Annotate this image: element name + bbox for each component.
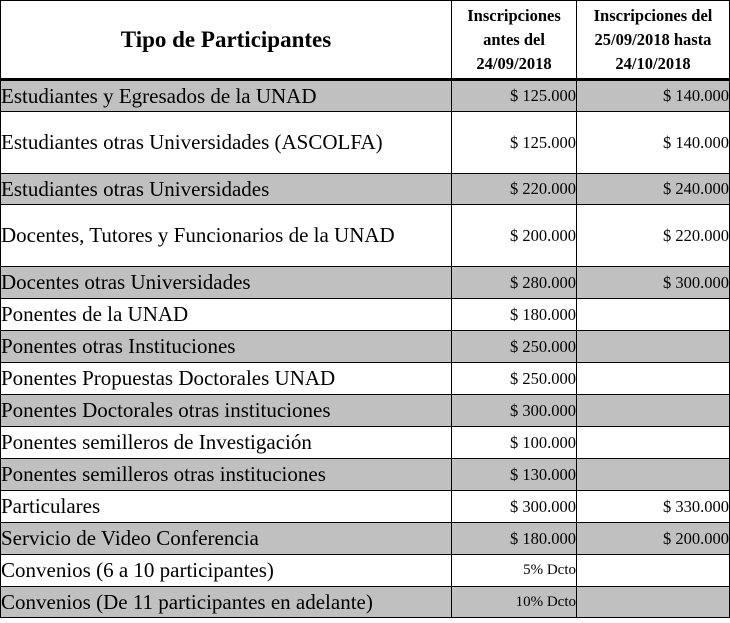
early-price-cell: $ 250.000 [452, 331, 577, 363]
header-line: 24/09/2018 [476, 53, 552, 73]
table-row [1, 395, 730, 427]
table-row [1, 491, 730, 523]
header-line: Inscripciones del [593, 5, 713, 25]
late-price-cell: $ 330.000 [577, 491, 730, 523]
table-row [1, 427, 730, 459]
table-row [1, 459, 730, 491]
table-row [1, 587, 730, 618]
participant-type-cell: Convenios (De 11 participantes en adelante) [1, 587, 452, 618]
early-discount-cell: 5% Dcto [452, 555, 577, 587]
participant-type-cell: Ponentes semilleros otras instituciones [1, 459, 452, 491]
early-registration-header [452, 1, 577, 80]
late-price-cell [577, 363, 730, 395]
late-price-cell: $ 140.000 [577, 80, 730, 112]
header-row [1, 1, 730, 80]
table-row [1, 523, 730, 555]
participant-type-cell: Convenios (6 a 10 participantes) [1, 555, 452, 587]
early-price-cell: $ 125.000 [452, 80, 577, 112]
early-price-cell: $ 130.000 [452, 459, 577, 491]
early-price-cell: $ 180.000 [452, 523, 577, 555]
early-price-cell: $ 125.000 [452, 112, 577, 174]
participant-type-header: Tipo de Participantes [1, 1, 452, 80]
early-price-cell: $ 180.000 [452, 299, 577, 331]
table-row [1, 112, 730, 174]
participant-type-cell: Particulares [1, 491, 452, 523]
table-row [1, 555, 730, 587]
table-row [1, 363, 730, 395]
early-price-cell: $ 300.000 [452, 395, 577, 427]
table-row [1, 80, 730, 112]
early-price-cell: $ 250.000 [452, 363, 577, 395]
late-price-cell [577, 555, 730, 587]
participant-type-cell: Estudiantes otras Universidades [1, 174, 452, 205]
late-price-cell: $ 240.000 [577, 174, 730, 205]
participant-type-cell: Ponentes de la UNAD [1, 299, 452, 331]
table-row [1, 205, 730, 267]
late-price-cell [577, 459, 730, 491]
participant-type-cell: Docentes otras Universidades [1, 267, 452, 299]
table-row [1, 267, 730, 299]
early-price-cell: $ 100.000 [452, 427, 577, 459]
late-price-cell: $ 220.000 [577, 205, 730, 267]
early-price-cell: $ 300.000 [452, 491, 577, 523]
participant-type-cell: Estudiantes y Egresados de la UNAD [1, 80, 452, 112]
late-price-cell: $ 300.000 [577, 267, 730, 299]
late-price-cell [577, 395, 730, 427]
late-price-cell [577, 587, 730, 618]
late-price-cell: $ 200.000 [577, 523, 730, 555]
header-line: 25/09/2018 hasta [594, 29, 712, 49]
late-price-cell: $ 140.000 [577, 112, 730, 174]
late-registration-header [577, 1, 730, 80]
early-discount-cell: 10% Dcto [452, 587, 577, 618]
table-row [1, 174, 730, 205]
participant-type-cell: Ponentes otras Instituciones [1, 331, 452, 363]
table-row [1, 331, 730, 363]
header-line: 24/10/2018 [615, 53, 691, 73]
header-line: Inscripciones [467, 5, 561, 25]
late-price-cell [577, 331, 730, 363]
participant-type-cell: Servicio de Video Conferencia [1, 523, 452, 555]
participant-type-cell: Docentes, Tutores y Funcionarios de la UNAD [1, 205, 452, 267]
late-price-cell [577, 427, 730, 459]
late-price-cell [577, 299, 730, 331]
participant-type-cell: Estudiantes otras Universidades (ASCOLFA) [1, 112, 452, 174]
participant-type-cell: Ponentes Doctorales otras instituciones [1, 395, 452, 427]
participant-type-cell: Ponentes semilleros de Investigación [1, 427, 452, 459]
table-row [1, 299, 730, 331]
participant-type-cell: Ponentes Propuestas Doctorales UNAD [1, 363, 452, 395]
early-price-cell: $ 220.000 [452, 174, 577, 205]
header-line: antes del [483, 29, 545, 49]
early-price-cell: $ 280.000 [452, 267, 577, 299]
early-price-cell: $ 200.000 [452, 205, 577, 267]
